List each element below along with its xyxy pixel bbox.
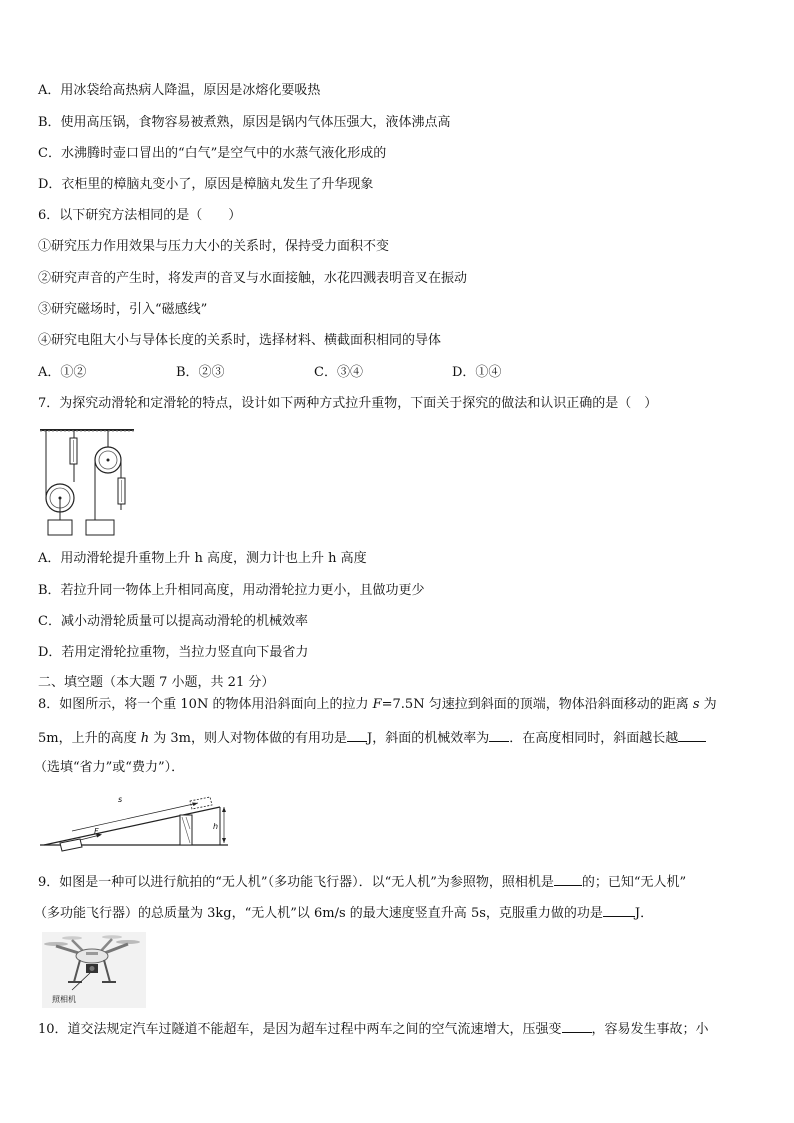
q7-option-a: A．用动滑轮提升重物上升 h 高度，测力计也上升 h 高度 bbox=[38, 551, 367, 566]
q6-item-1: ①研究压力作用效果与压力大小的关系时，保持受力面积不变 bbox=[38, 239, 390, 254]
incline-s-label: s bbox=[118, 795, 123, 804]
q7-stem: 7．为探究动滑轮和定滑轮的特点，设计如下两种方式拉升重物，下面关于探究的做法和认识正确的是（ ） bbox=[38, 396, 658, 411]
q5-option-d: D．衣柜里的樟脑丸变小了，原因是樟脑丸发生了升华现象 bbox=[38, 177, 374, 192]
incline-h-label: h bbox=[213, 822, 219, 831]
q7-option-d: D．若用定滑轮拉重物，当拉力竖直向下最省力 bbox=[38, 645, 309, 660]
q6-option-d: D．①④ bbox=[452, 365, 502, 380]
q10-line-1: 10．道交法规定汽车过隧道不能超车，是因为超车过程中两车之间的空气流速增大，压强变 ，容易发生事故；小 bbox=[38, 1022, 709, 1037]
q6-option-b: B．②③ bbox=[176, 365, 225, 380]
q5-option-c: C．水沸腾时壶口冒出的“白气”是空气中的水蒸气液化形成的 bbox=[38, 146, 387, 161]
q9-line-1: 9．如图是一种可以进行航拍的“无人机”（多功能飞行器）．以“无人机”为参照物，照相机是 的；已知“无人机” bbox=[38, 875, 687, 890]
q7-option-c: C．减小动滑轮质量可以提高动滑轮的机械效率 bbox=[38, 614, 308, 629]
incline-f-label: F bbox=[94, 827, 99, 836]
q8-line-2: 5m，上升的高度 h 为 3m，则人对物体做的有用功是 J，斜面的机械效率为 ．在高度相同时，斜面越长越 bbox=[38, 729, 706, 748]
q6-item-2: ②研究声音的产生时，将发声的音叉与水面接触，水花四溅表明音叉在振动 bbox=[38, 271, 468, 286]
q6-item-4: ④研究电阻大小与导体长度的关系时，选择材料、横截面积相同的导体 bbox=[38, 333, 442, 348]
q5-option-b: B．使用高压锅，食物容易被煮熟，原因是锅内气体压强大，液体沸点高 bbox=[38, 115, 451, 130]
pulley-figure bbox=[38, 426, 138, 540]
incline-figure bbox=[38, 785, 230, 857]
drone-camera-label: 照相机 bbox=[52, 995, 76, 1004]
q5-option-a: A．用冰袋给高热病人降温，原因是冰熔化要吸热 bbox=[38, 83, 321, 98]
q6-item-3: ③研究磁场时，引入“磁感线” bbox=[38, 302, 208, 317]
section-heading: 二、填空题（本大题 7 小题，共 21 分） bbox=[38, 675, 275, 690]
q9-line-2: （多功能飞行器）的总质量为 3kg，“无人机”以 6m/s 的最大速度竖直升高 5s，克服重力做的功是 J． bbox=[34, 906, 654, 921]
q6-stem: 6．以下研究方法相同的是（ ） bbox=[38, 208, 242, 223]
q8-line-3: （选填“省力”或“费力”）． bbox=[34, 760, 185, 775]
q7-option-b: B．若拉升同一物体上升相同高度，用动滑轮拉力更小，且做功更少 bbox=[38, 583, 425, 598]
q6-option-c: C．③④ bbox=[314, 365, 363, 380]
q6-option-a: A．①② bbox=[38, 365, 87, 380]
q8-line-1: 8．如图所示，将一个重 10N 的物体用沿斜面向上的拉力 F=7.5N 匀速拉到斜面的顶端，物体沿斜面移动的距离 s 为 bbox=[38, 697, 717, 712]
